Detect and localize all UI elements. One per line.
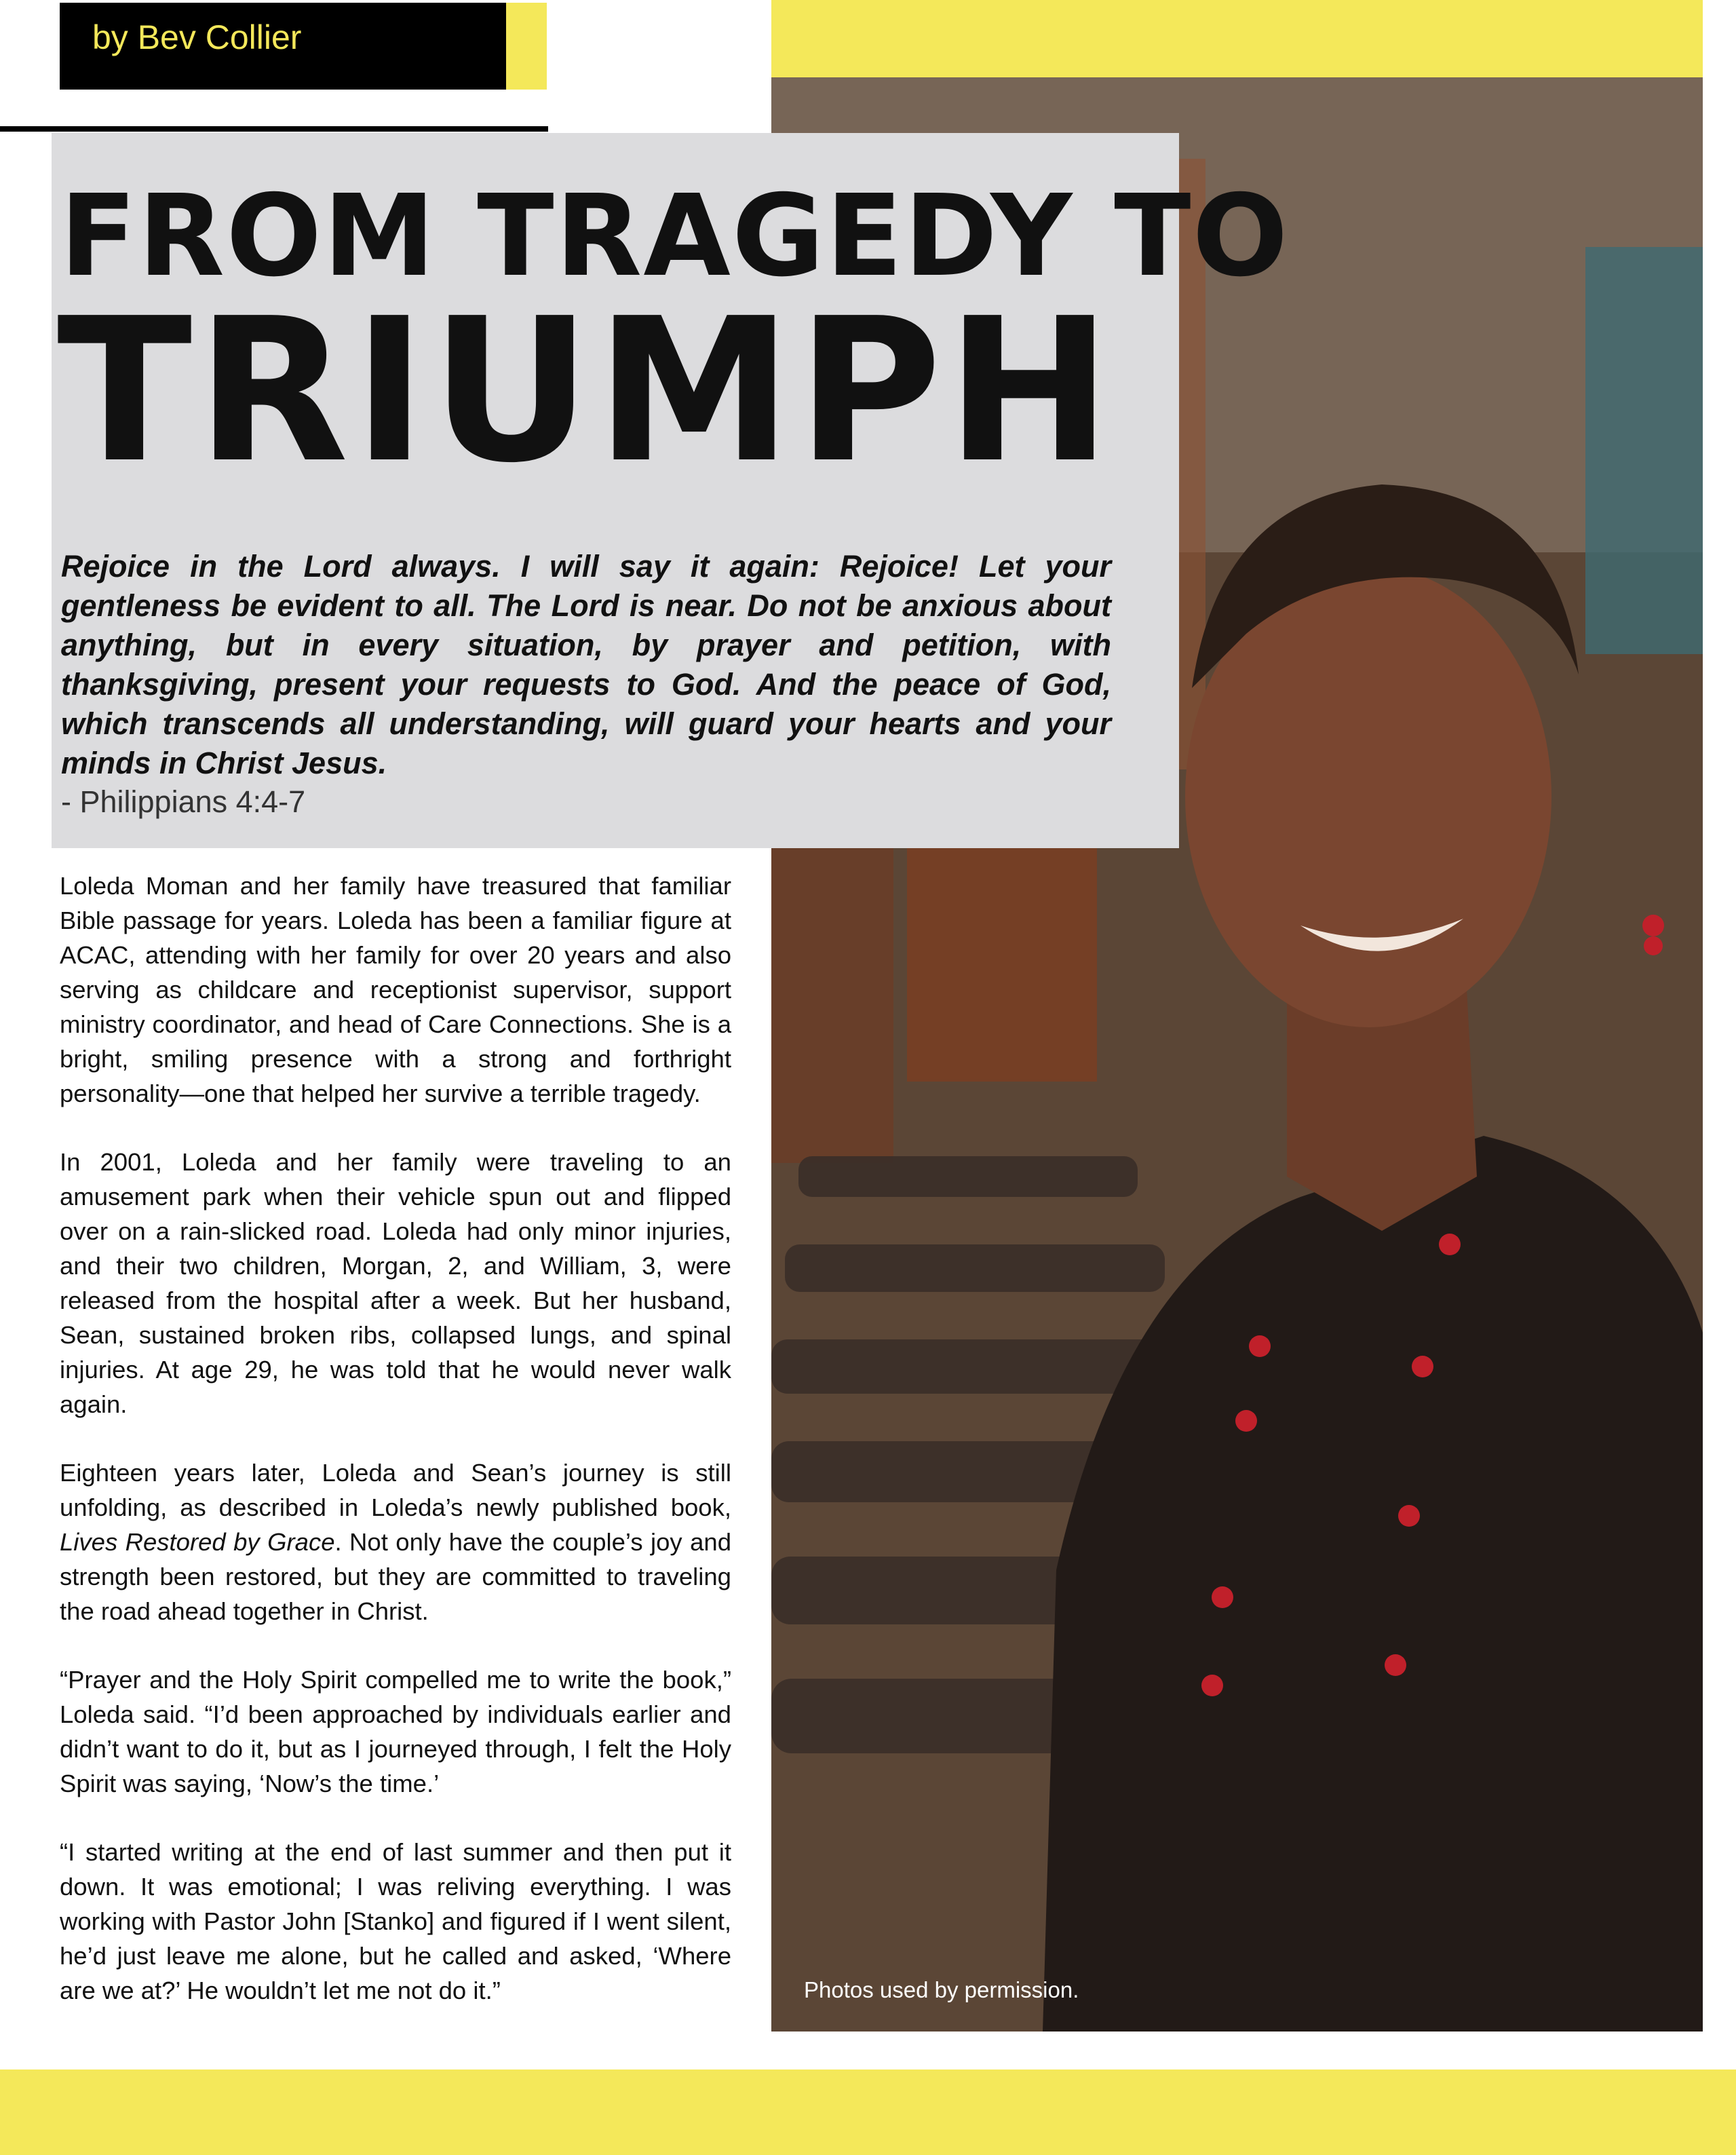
paragraph-3 [60,1455,731,1628]
title-panel [52,133,1290,848]
paragraph-3-start: Eighteen years later, Loleda and Sean’s journey is still unfolding, as described in Loleda’s newly published book, [60,1459,731,1521]
paragraph-2: In 2001, Loleda and her family were traveling to an amusement park when their vehicle spun out and flipped over on a rain-slicked road. Loleda had only minor injuries, and their two children, Morgan, 2, and William, 3, were released from the hospital after a week. But her husband, Sean, sustained broken ribs, collapsed lungs, and spinal injuries. At age 29, he was told that he would never walk again. [60,1148,731,1418]
scripture-quote: Rejoice in the Lord always. I will say it again: Rejoice! Let your gentleness be evident to all. The Lord is near. Do not be anxious about anything, but in every situation, by prayer and petition, with thanksgiving, present your requests to God. And the peace of God, which transcends all understanding, will guard your hearts and your minds in Christ Jesus. [61,549,1111,780]
paragraph-5: “I started writing at the end of last summer and then put it down. It was emotional; I was reliving everything. I was working with Pastor John [Stanko] and figured if I went silent, he’d just leave me alone, but he called and asked, ‘Where are we at?’ He wouldn’t let me not do it.” [60,1838,731,2004]
byline: by Bev Collier [92,18,302,56]
title-line-1: FROM TRAGEDY TO [60,171,1290,302]
paragraph-3-end: . Not only have the couple’s joy and strength been restored, but they are committed to traveling the road ahead together in Christ. [60,1528,731,1625]
article-body [60,869,731,2042]
paragraph-1: Loleda Moman and her family have treasured that familiar Bible passage for years. Loleda has been a familiar figure at ACAC, attending with her family for over 20 years and also serving as childcare and receptionist supervisor, support ministry coordinator, and head of Care Connections. She is a bright, smiling presence with a strong and forthright personality—one that helped her survive a terrible tragedy. [60,872,731,1107]
title-line-2: TRIUMPH [57,275,1116,506]
scripture-citation: - Philippians 4:4-7 [61,784,306,819]
book-title: Lives Restored by Grace [60,1528,335,1556]
photo-caption: Photos used by permission. [804,1977,1079,2002]
header-rule [0,126,548,132]
top-yellow-bar [771,0,1703,77]
bottom-yellow-bar [0,2070,1736,2155]
byline-box [60,3,506,90]
paragraph-4: “Prayer and the Holy Spirit compelled me to write the book,” Loleda said. “I’d been approached by individuals earlier and didn’t want to do it, but as I journeyed through, I felt the Holy Spirit was saying, ‘Now’s the time.’ [60,1666,731,1797]
